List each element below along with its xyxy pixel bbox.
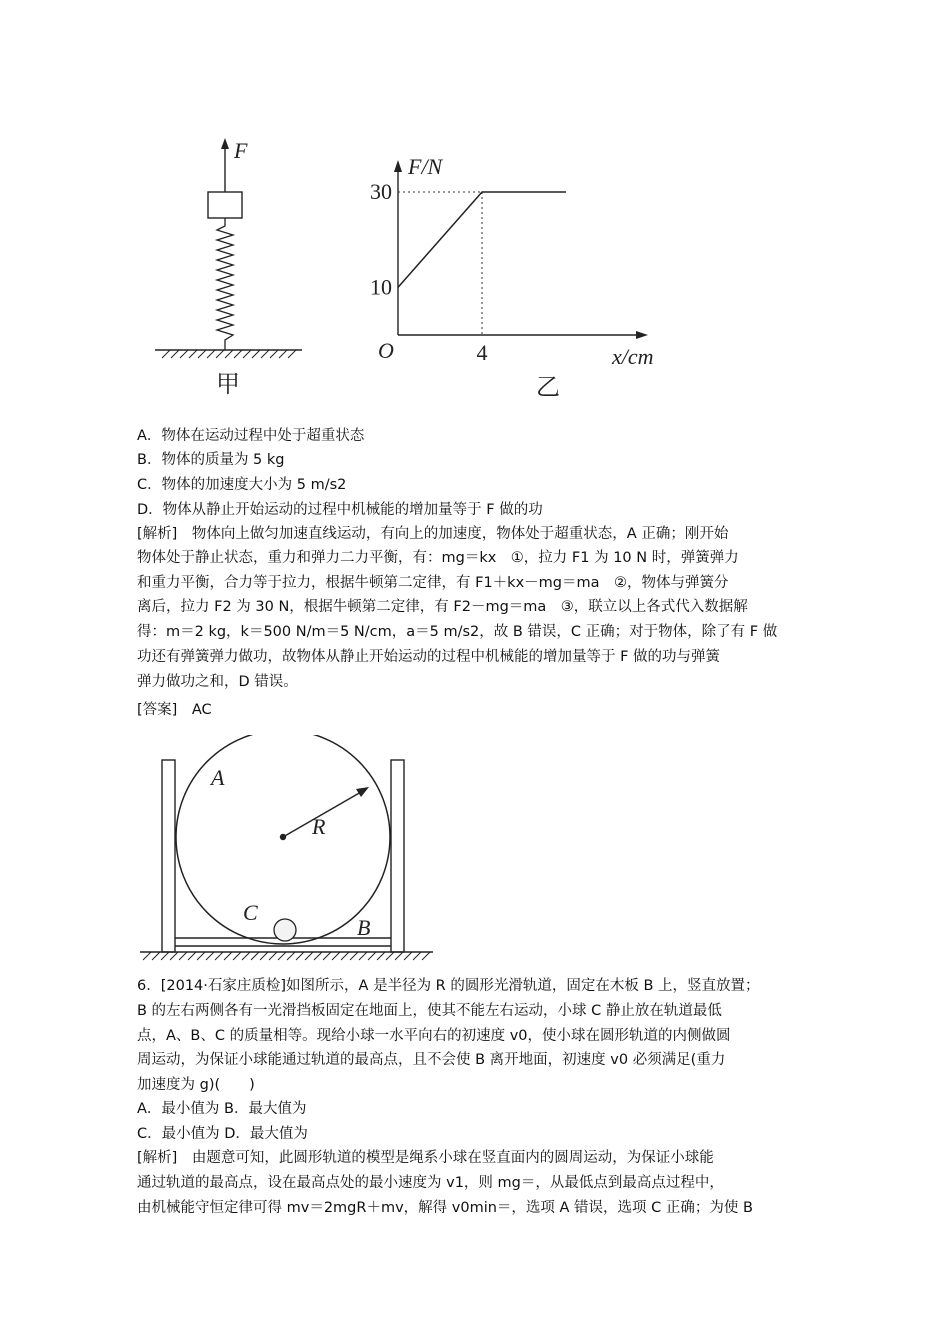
force-arrow-head — [221, 138, 229, 149]
q5-analysis-line: 离后，拉力 F2 为 30 N，根据牛顿第二定律，有 F2－mg＝ma ③，联立以上各式代入数据解 — [137, 599, 748, 615]
circular-track-figure — [135, 735, 440, 967]
q6-stem-line: 点，A、B、C 的质量相等。现给小球一水平向右的初速度 v0，使小球在圆形轨道的内侧做圆 — [137, 1028, 731, 1044]
q5-option-b: B．物体的质量为 5 kg — [137, 452, 285, 468]
label-c: C — [243, 900, 258, 925]
label-b: B — [357, 915, 371, 940]
q6-analysis-line: [解析] 由题意可知，此圆形轨道的模型是绳系小球在竖直面内的圆周运动，为保证小球能 — [137, 1150, 714, 1166]
ball-c — [274, 919, 296, 941]
q6-options-ab: A．最小值为 B．最大值为 — [137, 1101, 307, 1117]
left-baffle — [162, 760, 175, 952]
q6-stem-line: 6．[2014·石家庄质检]如图所示，A 是半径为 R 的圆形光滑轨道，固定在木板 B 上，竖直放置； — [137, 978, 760, 994]
radius-arrow-head — [356, 787, 369, 797]
q5-analysis-line: 和重力平衡，合力等于拉力，根据牛顿第二定律，有 F1＋kx－mg＝ma ②，物体与弹簧分 — [137, 575, 729, 591]
spring-caption: 甲 — [216, 370, 240, 398]
q6-stem-line: 周运动，为保证小球能通过轨道的最高点，且不会使 B 离开地面，初速度 v0 必须满足(重力 — [137, 1052, 726, 1068]
q5-option-c: C．物体的加速度大小为 5 m/s2 — [137, 477, 347, 493]
label-a: A — [211, 765, 225, 790]
block — [208, 192, 242, 218]
force-displacement-graph — [350, 140, 680, 405]
q6-stem-line: 加速度为 g)( ) — [137, 1077, 255, 1093]
y-axis-arrow — [394, 160, 402, 172]
graph-caption: 乙 — [536, 373, 560, 401]
q5-analysis-line: 功还有弹簧弹力做功，故物体从静止开始运动的过程中机械能的增加量等于 F 做的功与弹簧 — [137, 649, 721, 665]
q5-analysis-line: 弹力做功之和，D 错误。 — [137, 674, 298, 690]
x-tick-label-4: 4 — [476, 340, 488, 365]
y-axis-label: F/N — [408, 154, 443, 179]
x-axis-arrow — [636, 331, 648, 339]
q5-answer: [答案] AC — [137, 702, 212, 718]
q5-option-a: A．物体在运动过程中处于超重状态 — [137, 428, 365, 444]
x-axis-label: x/cm — [612, 344, 654, 369]
label-r: R — [312, 814, 326, 839]
q6-options-cd: C．最小值为 D．最大值为 — [137, 1126, 308, 1142]
right-baffle — [391, 760, 404, 952]
spring-force-label: F — [234, 138, 248, 163]
q6-stem-line: B 的左右两侧各有一光滑挡板固定在地面上，使其不能左右运动，小球 C 静止放在轨道最低 — [137, 1003, 722, 1019]
q5-analysis-line: 得：m＝2 kg，k＝500 N/m＝5 N/cm，a＝5 m/s2，故 B 错误，C 正确；对于物体，除了有 F 做 — [137, 624, 778, 640]
spring-figure — [140, 130, 320, 405]
q6-analysis-line: 由机械能守恒定律可得 mv＝2mgR＋mv，解得 v0min＝，选项 A 错误，选项 C 正确；为使 B — [137, 1200, 753, 1216]
spring — [217, 218, 233, 350]
y-tick-label-30: 30 — [370, 179, 392, 204]
q5-option-d: D．物体从静止开始运动的过程中机械能的增加量等于 F 做的功 — [137, 502, 543, 518]
q5-analysis-line: 物体处于静止状态，重力和弹力二力平衡，有：mg＝kx ①，拉力 F1 为 10 N 时，弹簧弹力 — [137, 550, 739, 566]
origin-label: O — [378, 338, 394, 363]
q6-analysis-line: 通过轨道的最高点，设在最高点处的最小速度为 v1，则 mg＝，从最低点到最高点过程中， — [137, 1175, 724, 1191]
y-tick-label-10: 10 — [370, 274, 392, 300]
q5-analysis-line: [解析] 物体向上做匀加速直线运动，有向上的加速度，物体处于超重状态，A 正确；刚开始 — [137, 526, 729, 542]
